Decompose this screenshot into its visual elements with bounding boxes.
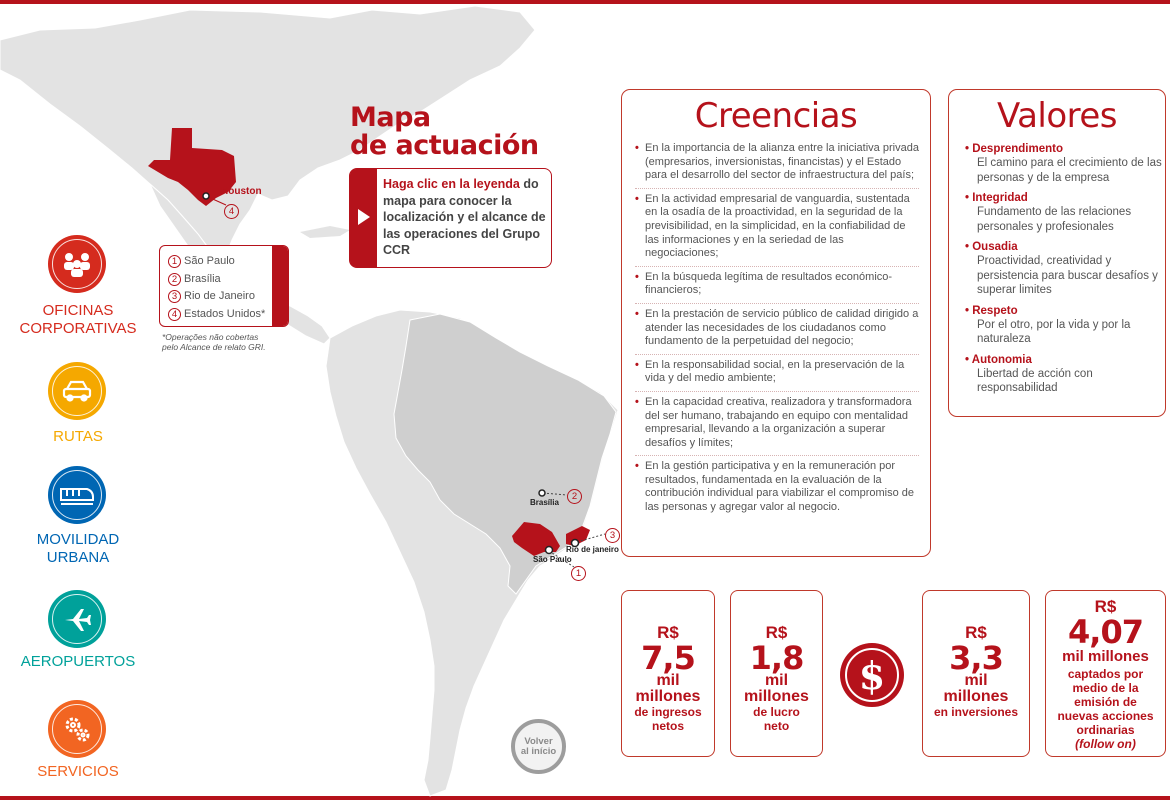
stat-value: 7,5 <box>641 639 695 677</box>
stat-inversiones <box>922 590 1030 757</box>
sidebar-label-movilidad[interactable] <box>0 531 156 567</box>
creencias-title: Creencias <box>694 96 858 136</box>
legend-label: Rio de Janeiro <box>184 290 255 302</box>
train-icon[interactable] <box>48 466 106 524</box>
creencias-item: • En la importancia de la alianza entre la iniciativa privada (empresarios, inversionistas, financistas) y el Estado para el desarrollo del sector de infraestructura del país; <box>635 142 919 189</box>
valor-desc: Proactividad, creatividad y persistencia para buscar desafíos y superar limites <box>977 255 1158 296</box>
legend-item-brasilia[interactable] <box>168 271 265 289</box>
stat-currency: R$ <box>657 623 679 642</box>
sidebar-label-rutas[interactable] <box>0 428 156 446</box>
map-title-line2: de actuación <box>350 130 539 161</box>
map-instruction-box <box>349 168 552 268</box>
sidebar-label-aeropuertos[interactable] <box>0 653 156 671</box>
map-title-line1: Mapa <box>350 102 431 133</box>
stat-unit: millones <box>943 688 1009 705</box>
legend-note-line1: *Operações não cobertas <box>162 332 259 342</box>
volver-line2: al início <box>520 745 557 757</box>
stat-desc: netos <box>651 719 684 733</box>
stat-desc: captados por <box>1067 667 1144 681</box>
stat-desc: de lucro <box>753 705 800 719</box>
stat-unit: mil <box>656 672 680 689</box>
stat-desc: en inversiones <box>933 705 1019 719</box>
dollar-icon <box>840 643 904 707</box>
stat-desc: nuevas acciones <box>1057 709 1154 723</box>
valor-name: • Ousadia <box>965 240 1165 254</box>
valores-list <box>965 142 1165 396</box>
legend-num: 4 <box>168 308 181 321</box>
volver-button[interactable] <box>511 719 566 774</box>
sao-paulo-dot <box>546 547 553 554</box>
map-title <box>350 104 539 160</box>
stat-value: 4,07 <box>1068 613 1143 651</box>
legend-item-sao-paulo[interactable] <box>168 253 265 271</box>
stat-desc: ordinarias <box>1076 723 1135 737</box>
valor-name: • Desprendimento <box>965 142 1165 156</box>
sao-paulo-label: São Paulo <box>533 555 572 564</box>
stat-value: 3,3 <box>949 639 1003 677</box>
creencias-item: • En la responsabilidad social, en la preservación de la vida y del medio ambiente; <box>635 359 919 392</box>
map-instruction-text <box>383 176 549 259</box>
legend-strip <box>272 246 288 326</box>
stat-currency: R$ <box>765 623 788 642</box>
sidebar-label-line: URBANA <box>46 549 110 566</box>
stat-unit: millones <box>744 688 809 705</box>
valor-name: • Autonomia <box>965 353 1165 367</box>
instruction-highlight: Haga clic en la leyenda <box>383 177 520 191</box>
dollar-symbol: $ <box>858 652 886 698</box>
creencias-item: • En la búsqueda legítima de resultados económico-financieros; <box>635 271 919 304</box>
sidebar-label-line: MOVILIDAD <box>36 531 120 548</box>
legend-num: 1 <box>168 255 181 268</box>
legend-item-rio[interactable] <box>168 288 265 306</box>
people-icon[interactable] <box>48 235 106 293</box>
legend-label: Estados Unidos* <box>184 307 266 320</box>
stat-desc: medio de la <box>1072 681 1139 695</box>
valores-title: Valores <box>996 96 1118 136</box>
creencias-item: • En la gestión participativa y en la remuneración por resultados, fundamentada en la evaluación de la contribución individual para viabilizar el compromiso de las personas y agregar valor al negocio. <box>635 460 919 519</box>
instruction-rest: do mapa para conocer la localización y el alcance de las operaciones del Grupo CCR <box>383 177 546 257</box>
brasilia-dot <box>539 490 545 496</box>
stat-lucro <box>730 590 823 757</box>
sidebar-label-line: AEROPUERTOS <box>20 653 136 670</box>
stat-unit: millones <box>635 688 701 705</box>
stat-unit: mil <box>764 672 789 689</box>
brasilia-label: Brasília <box>530 498 559 507</box>
stat-desc: neto <box>763 719 790 733</box>
marker-3[interactable]: 3 <box>605 528 620 543</box>
legend-num: 2 <box>168 273 181 286</box>
stat-currency: R$ <box>965 623 987 642</box>
valor-desc: Por el otro, por la vida y por la naturaleza <box>977 318 1131 345</box>
valor-name: • Integridad <box>965 191 1165 205</box>
sidebar-label-line: CORPORATIVAS <box>19 320 137 337</box>
sidebar-label-line: RUTAS <box>53 428 103 445</box>
creencias-item: • En la actividad empresarial de vanguardia, sustentada en la osadía de la proactividad, en la seguridad de la previsibilidad, en la simplicidad, en la confiabilidad de las informaciones y en la seriedad de las negociaciones; <box>635 193 919 267</box>
marker-1[interactable]: 1 <box>571 566 586 581</box>
houston-label: Houston <box>221 186 262 197</box>
valores-panel <box>948 89 1166 417</box>
creencias-item: • En la capacidad creativa, realizadora y transformadora del ser humano, trabajando en equipo con mentalidad empresarial, llevando a la organización a superar desafíos y límites; <box>635 396 919 456</box>
valor-desc: El camino para el crecimiento de las personas y de la empresa <box>977 157 1162 184</box>
volver-line1: Volver <box>524 735 553 747</box>
airplane-icon[interactable] <box>48 590 106 648</box>
stat-desc: emisión de <box>1074 695 1137 709</box>
legend-item-usa[interactable] <box>168 306 265 324</box>
creencias-panel <box>621 89 931 557</box>
play-icon <box>350 169 377 267</box>
legend-num: 3 <box>168 290 181 303</box>
stat-value: 1,8 <box>749 639 804 677</box>
legend-note-line2: pelo Alcance de relato GRI. <box>162 342 266 352</box>
sidebar-label-servicios[interactable] <box>0 763 156 781</box>
houston-dot <box>203 193 209 199</box>
rio-label: Rio de janeiro <box>566 545 619 554</box>
legend-note <box>162 332 266 352</box>
creencias-item: • En la prestación de servicio público de calidad dirigido a atender las necesidades de los ciudadanos como fundamento de la perpetuidad del negocio; <box>635 308 919 355</box>
valor-desc: Fundamento de las relaciones personales y profesionales <box>977 206 1132 233</box>
marker-2[interactable]: 2 <box>567 489 582 504</box>
valor-name: • Respeto <box>965 304 1165 318</box>
stat-ingresos <box>621 590 715 757</box>
stat-currency: R$ <box>1094 597 1117 616</box>
sidebar-label-line: SERVICIOS <box>37 763 119 780</box>
stat-follow-on <box>1045 590 1166 757</box>
valor-desc: Libertad de acción con responsabilidad <box>977 367 1093 394</box>
sidebar-label-line: OFICINAS <box>42 302 114 319</box>
stat-unit: mil <box>964 672 988 689</box>
creencias-list <box>635 142 919 520</box>
car-icon[interactable] <box>48 362 106 420</box>
legend-label: São Paulo <box>184 255 235 267</box>
sidebar-label-oficinas[interactable] <box>0 302 156 338</box>
stat-desc-italic: (follow on) <box>1075 737 1136 751</box>
marker-4[interactable]: 4 <box>224 204 239 219</box>
map-legend <box>159 245 289 327</box>
stat-desc: de ingresos <box>634 705 702 719</box>
stat-unit: mil millones <box>1062 648 1149 665</box>
gears-icon[interactable] <box>48 700 106 758</box>
legend-label: Brasília <box>184 272 221 285</box>
